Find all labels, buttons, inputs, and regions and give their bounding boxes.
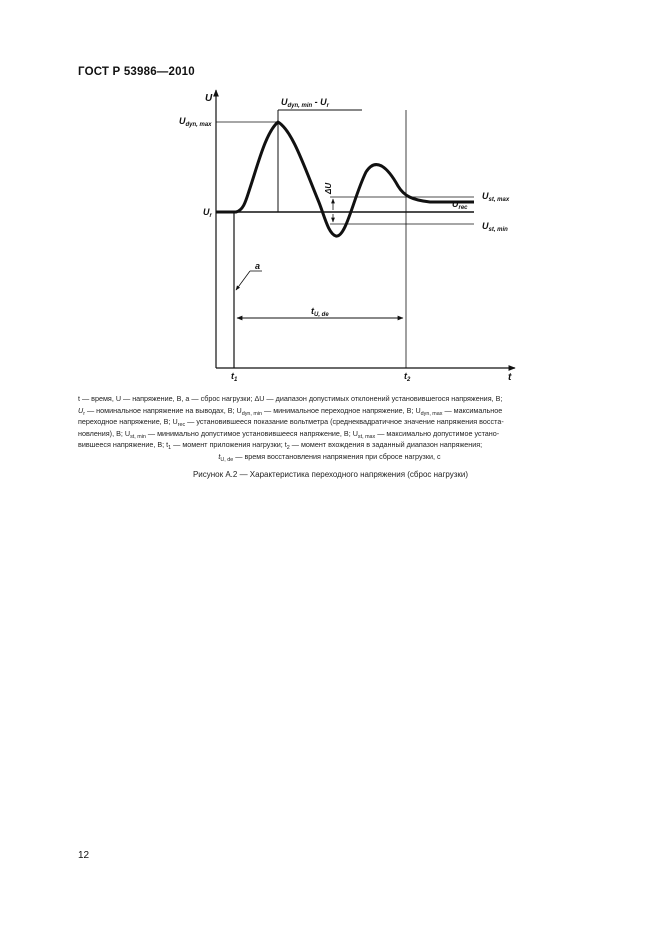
t2-label: $t_2$: [404, 371, 411, 383]
legend-line-4: новления), В; $U_{st, min}$ — минимально допустимое установившееся напряжение, В; $U_{st, max}$ — максимально допустимое устано-: [78, 428, 500, 440]
a-marker-arrow: [236, 271, 250, 290]
u-rec-label: $U_{rec}$: [452, 199, 468, 211]
x-axis-label: t: [508, 372, 512, 383]
u-st-min-label: $U_{st, min}$: [482, 221, 508, 233]
y-axis-label: U: [205, 93, 213, 104]
legend-line-1: t — время, U — напряжение, В, a — сброс нагрузки; ΔU — диапазон допустимых отклонений установившегося напряжения, В;: [78, 394, 503, 403]
page-number: 12: [78, 850, 90, 861]
t1-label: $t_1$: [231, 371, 238, 383]
legend-line-6: $t_{U, de}$ — время восстановления напряжения при сбросе нагрузки, с: [218, 451, 441, 463]
a-marker-label: a: [255, 261, 261, 271]
figure-legend: [78, 393, 581, 462]
figure-title: Рисунок А.2 — Характеристика переходного напряжения (сброс нагрузки): [192, 470, 469, 479]
t-u-de-label: $t_{U, de}$: [311, 306, 329, 318]
legend-line-5: вившееся напряжение, В; $t_1$ — момент приложения нагрузки; $t_2$ — момент вхождения в заданный диапазон напряжения;: [78, 440, 483, 451]
u-dyn-max-label: $U_{dyn, max}$: [179, 116, 212, 128]
legend-line-3: переходное напряжение, В; $U_{rec}$ — установившееся показание вольтметра (среднеквадратичное значение напряжения восста-: [78, 417, 504, 428]
legend-line-2: $U_r$ — номинальное напряжение на выводах, В; $U_{dyn, min}$ — минимальное переходное напряжение, В; $U_{dyn, max}$ — максимальное: [78, 405, 503, 417]
u-r-label: $U_r$: [203, 207, 212, 219]
delta-u-label: ΔU: [324, 182, 333, 194]
document-header: ГОСТ Р 53986—2010: [78, 66, 195, 78]
transient-curve: [216, 122, 474, 236]
u-dyn-min-minus-ur-label: $U_{dyn, min} - U_r$: [281, 97, 330, 109]
u-st-max-label: $U_{st, max}$: [482, 191, 510, 203]
